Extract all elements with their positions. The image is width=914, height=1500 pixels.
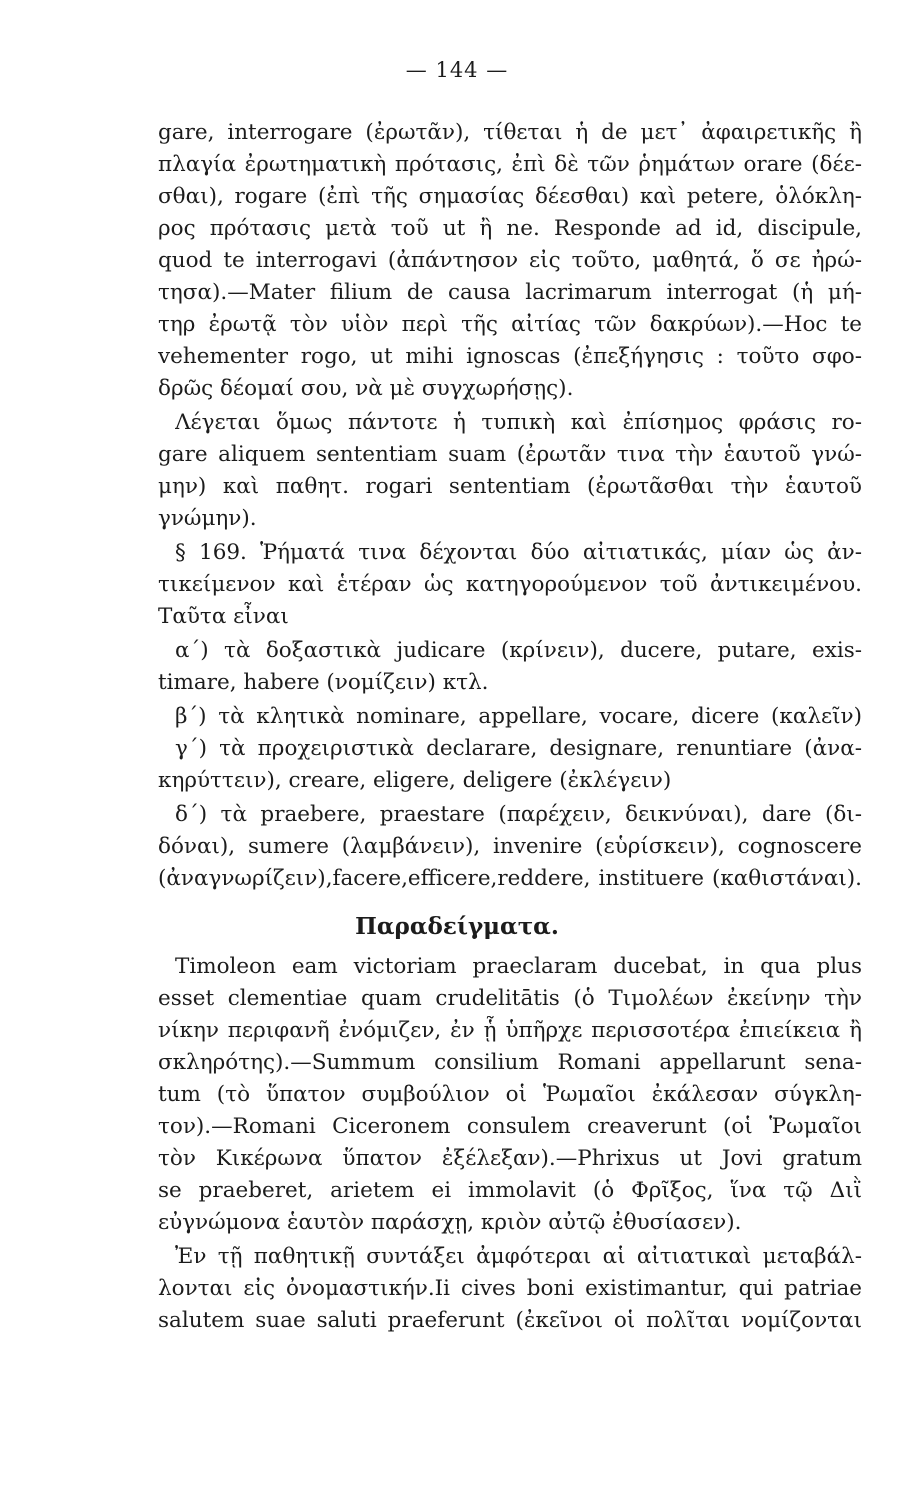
text-line: λονται εἰς ὀνομαστικήν.Ii cives boni existimantur, qui patriae bbox=[158, 1276, 862, 1301]
text-line: δρῶς δέομαί σου, νὰ μὲ συγχωρήσῃς). bbox=[158, 376, 574, 401]
text-line: γνώμην). bbox=[158, 506, 257, 531]
text-line: quod te interrogavi (ἀπάντησον εἰς τοῦτο, μαθητά, ὅ σε ἠρώ- bbox=[158, 248, 862, 273]
text-line: μην) καὶ παθητ. rogari sententiam (ἐρωτᾶσθαι τὴν ἑαυτοῦ bbox=[158, 474, 862, 499]
text-line: νίκην περιφανῆ ἐνόμιζεν, ἐν ᾗ ὑπῆρχε περισσοτέρα ἐπιείκεια ἢ bbox=[158, 1018, 862, 1043]
text-line: σθαι), rogare (ἐπὶ τῆς σημασίας δέεσθαι) καὶ petere, ὁλόκλη- bbox=[158, 184, 862, 209]
list-item-gamma: γ΄) τὰ προχειριστικὰ declarare, designare, renuntiare (ἀνα- bbox=[175, 736, 862, 761]
text-line: (ἀναγνωρίζειν),facere,efficere,reddere, instituere (καθιστάναι). bbox=[158, 866, 862, 891]
text-line: τησα).—Mater filium de causa lacrimarum interrogat (ἡ μή- bbox=[158, 280, 862, 305]
text-line: Timoleon eam victoriam praeclaram ducebat, in qua plus bbox=[175, 954, 862, 979]
text-line: se praeberet, arietem ei immolavit (ὁ Φρῖξος, ἵνα τῷ Διῒ bbox=[158, 1178, 862, 1203]
list-item-delta: δ΄) τὰ praebere, praestare (παρέχειν, δεικνύναι), dare (δι- bbox=[175, 802, 862, 827]
text-line: δόναι), sumere (λαμβάνειν), invenire (εὑρίσκειν), cognoscere bbox=[158, 834, 862, 859]
text-line: gare, interrogare (ἐρωτᾶν), τίθεται ἡ de μετ᾽ ἀφαιρετικῆς ἢ bbox=[158, 120, 862, 145]
text-line: tum (τὸ ὕπατον συμβούλιον οἱ Ῥωμαῖοι ἐκάλεσαν σύγκλη- bbox=[158, 1082, 862, 1107]
text-line: Λέγεται ὅμως πάντοτε ἡ τυπικὴ καὶ ἐπίσημος φράσις ro- bbox=[175, 410, 862, 435]
text-line: τον).—Romani Ciceronem consulem creaverunt (οἱ Ῥωμαῖοι bbox=[158, 1114, 862, 1139]
text-line: ρος πρότασις μετὰ τοῦ ut ἢ ne. Responde ad id, discipule, bbox=[158, 216, 862, 241]
text-line: τικείμενον καὶ ἑτέραν ὡς κατηγορούμενον τοῦ ἀντικειμένου. bbox=[158, 572, 862, 597]
text-line: πλαγία ἐρωτηματικὴ πρότασις, ἐπὶ δὲ τῶν ῥημάτων orare (δέε- bbox=[158, 152, 862, 177]
text-line: τὸν Κικέρωνα ὕπατον ἐξέλεξαν).—Phrixus ut Jovi gratum bbox=[158, 1146, 862, 1171]
text-line: timare, habere (νομίζειν) κτλ. bbox=[158, 670, 489, 695]
text-line: salutem suae saluti praeferunt (ἐκεῖνοι οἱ πολῖται νομίζονται bbox=[158, 1308, 862, 1333]
page-number: — 144 — bbox=[405, 58, 509, 82]
text-line: Ἐν τῇ παθητικῇ συντάξει ἀμφότεραι αἱ αἰτιατικαὶ μεταβάλ- bbox=[175, 1244, 862, 1269]
text-line: vehementer rogo, ut mihi ignoscas (ἐπεξήγησις : τοῦτο σφο- bbox=[158, 344, 862, 369]
text-line: κηρύττειν), creare, eligere, deligere (ἐκλέγειν) bbox=[158, 768, 672, 793]
text-line: esset clementiae quam crudelitātis (ὁ Τιμολέων ἐκείνην τὴν bbox=[158, 986, 862, 1011]
examples-heading: Παραδείγματα. bbox=[355, 913, 559, 940]
list-item-beta: β΄) τὰ κλητικὰ nominare, appellare, vocare, dicere (καλεῖν) bbox=[175, 704, 862, 729]
section-heading-line: § 169. Ῥήματά τινα δέχονται δύο αἰτιατικάς, μίαν ὡς ἀν- bbox=[175, 540, 862, 565]
text-line: gare aliquem sententiam suam (ἐρωτᾶν τινα τὴν ἑαυτοῦ γνώ- bbox=[158, 442, 862, 467]
text-line: Ταῦτα εἶναι bbox=[158, 604, 289, 629]
text-line: εὐγνώμονα ἑαυτὸν παράσχῃ, κριὸν αὐτῷ ἐθυσίασεν). bbox=[158, 1210, 742, 1235]
list-item-alpha: α΄) τὰ δοξαστικὰ judicare (κρίνειν), ducere, putare, exis- bbox=[175, 638, 862, 663]
text-line: τηρ ἐρωτᾷ τὸν υἱὸν περὶ τῆς αἰτίας τῶν δακρύων).—Hoc te bbox=[158, 312, 862, 337]
text-line: σκληρότης).—Summum consilium Romani appellarunt sena- bbox=[158, 1050, 862, 1075]
